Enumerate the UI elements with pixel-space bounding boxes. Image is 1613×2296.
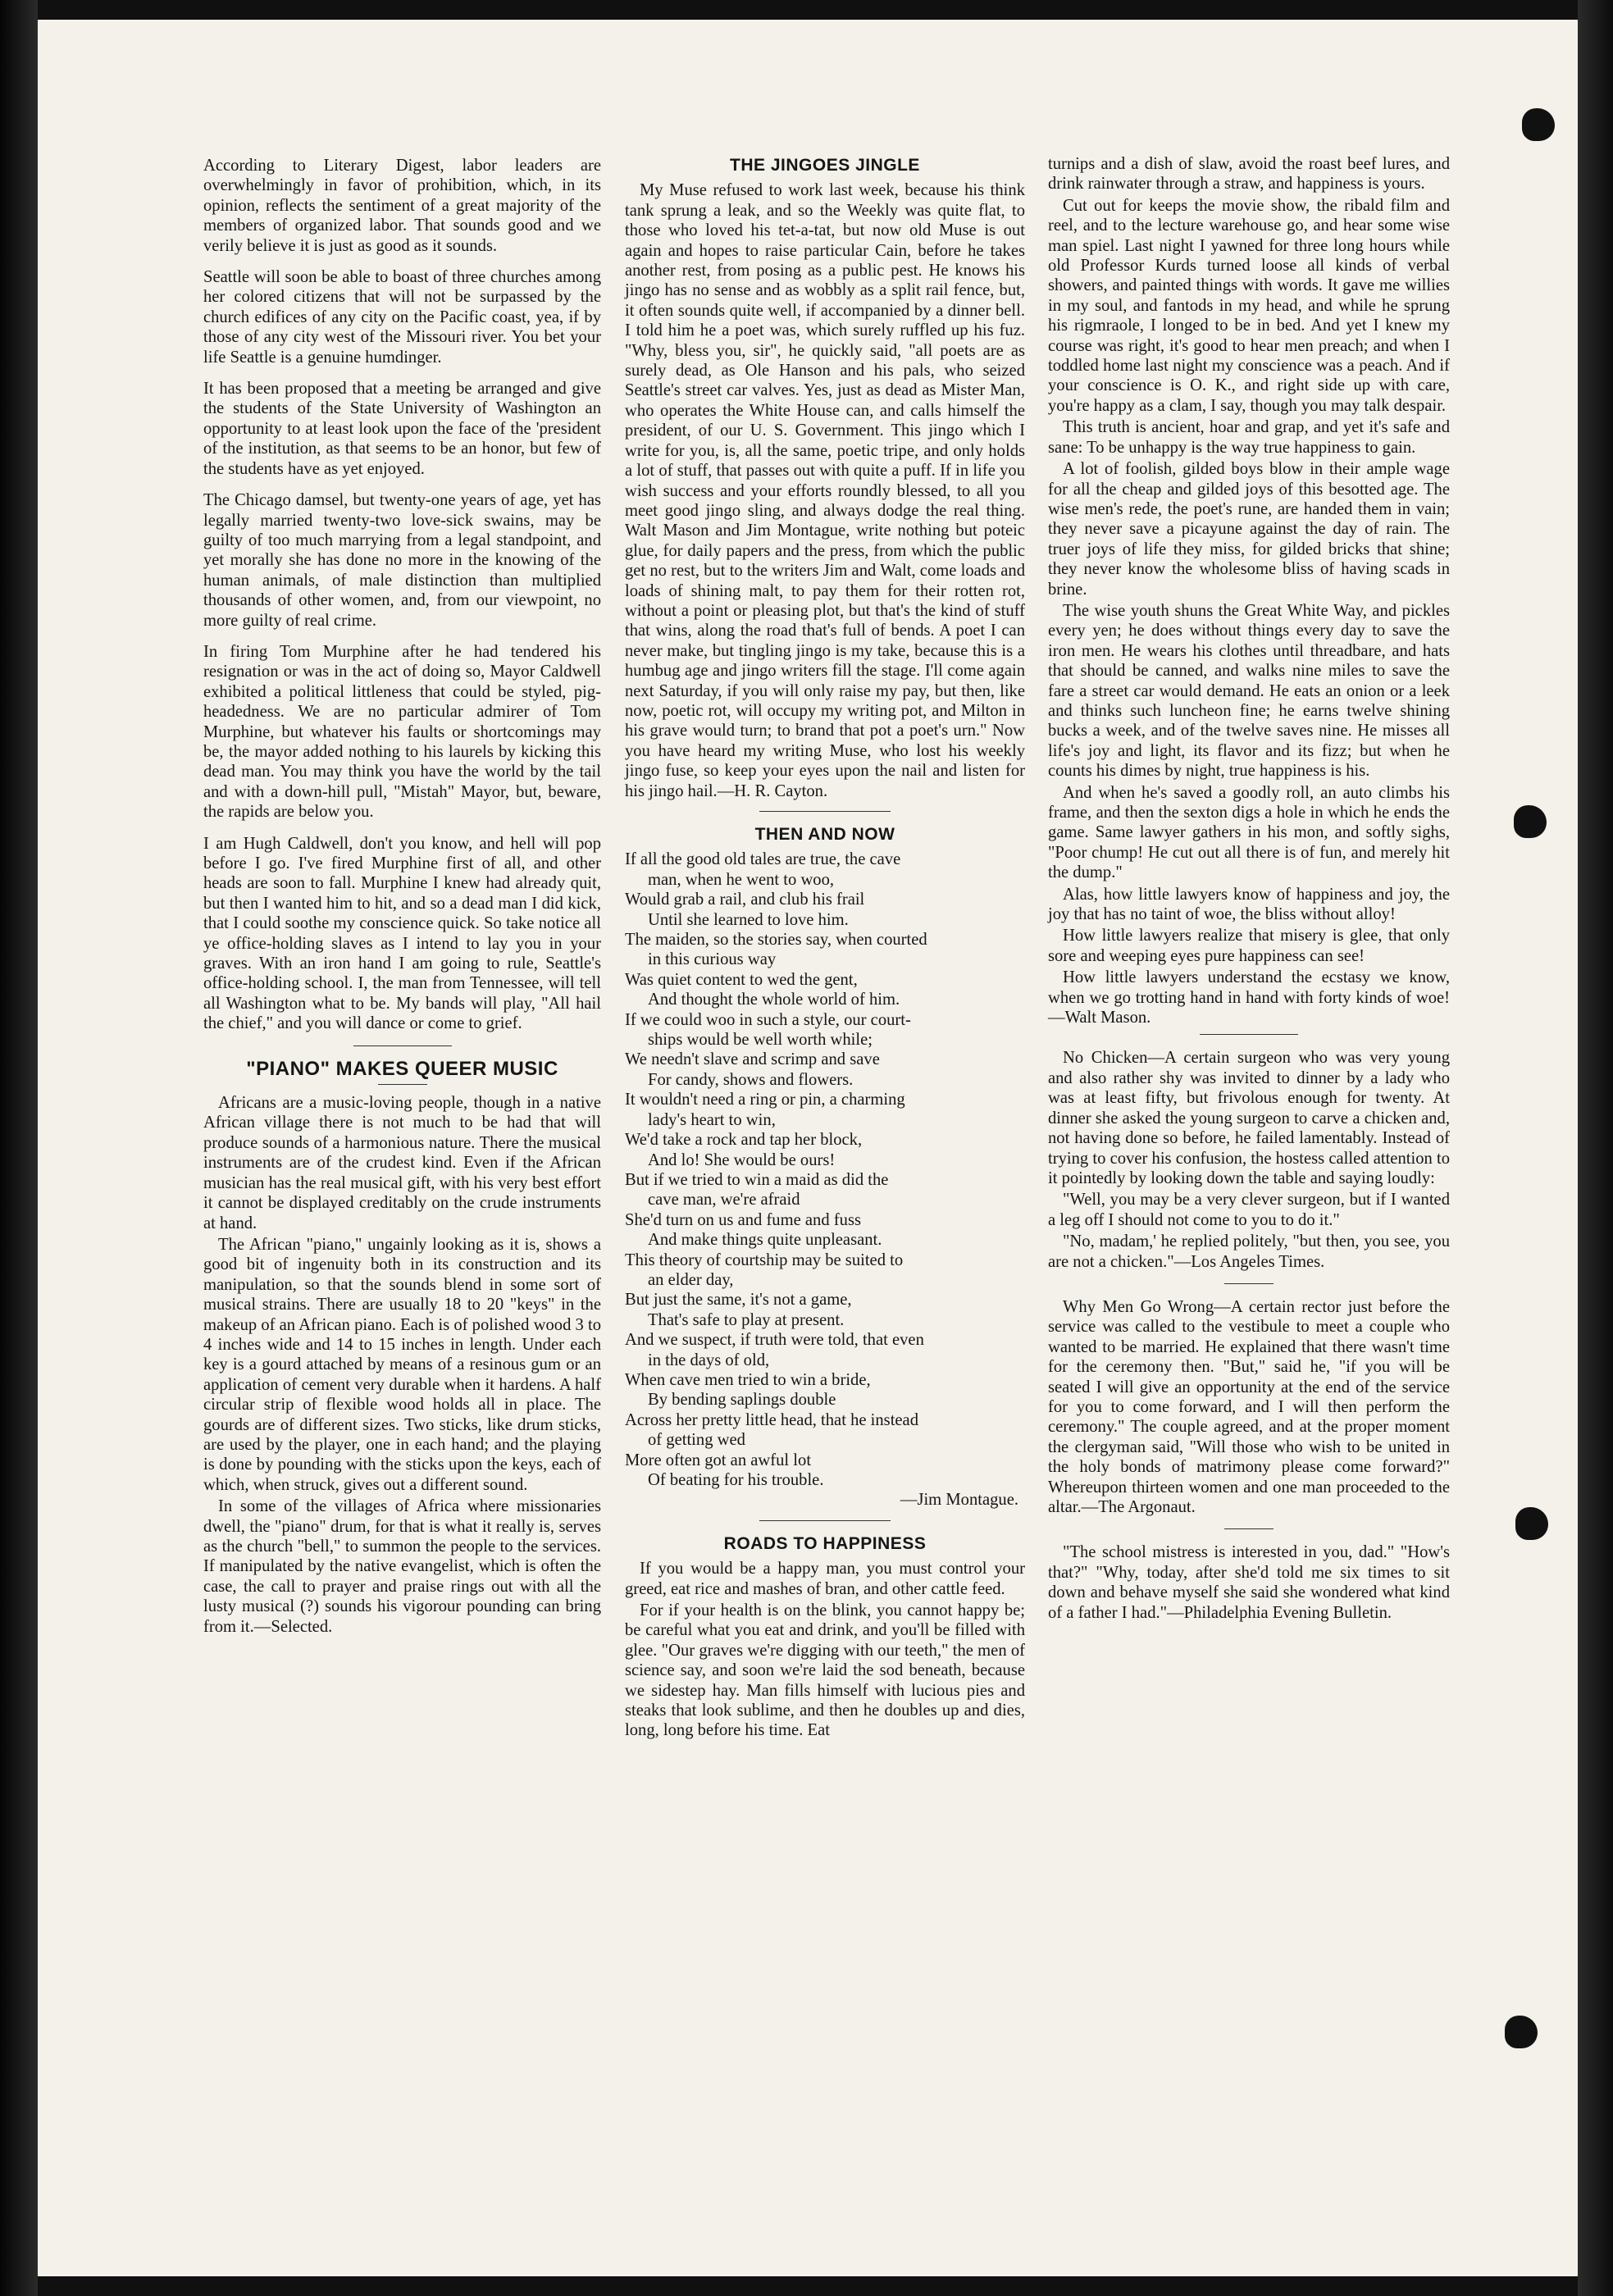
divider — [759, 1520, 891, 1521]
poem-line: Would grab a rail, and club his frail — [625, 891, 865, 909]
headline-then-and-now: THEN AND NOW — [754, 825, 895, 844]
poem-line: That's safe to play at present. — [648, 1310, 845, 1329]
poem-line: Across her pretty little head, that he instead — [625, 1410, 918, 1429]
poem-line: By bending saplings double — [648, 1391, 836, 1410]
paragraph-seattle-churches: Seattle will soon be able to boast of three churches among her colored citizens that will not be surpassed by the church edifices of any city on the Pacific coast, yea, if by those of any city west of the Missouri river. You bet your life Seattle is a genuine humdinger. — [203, 268, 601, 367]
paragraph-roads-continued: How little lawyers realize that misery is glee, that only sore and weeping eyes pure happiness can see! — [1048, 927, 1450, 965]
poem-line: cave man, we're afraid — [648, 1191, 800, 1210]
poem-line: If all the good old tales are true, the cave — [625, 850, 901, 869]
scan-left-edge — [0, 0, 38, 2296]
binding-hole — [1505, 2016, 1538, 2048]
paragraph-tom-murphine: In firing Tom Murphine after he had tendered his resignation or was in the act of doing so, Mayor Caldwell exhibited a political littleness that could be styled, pig-headedness. We are no particular admirer of Tom Murphine, but whatever his faults or shortcomings may be, the mayor added nothing to his laurels by kicking this dead man. You may think you have the world by the tail and with a down-hill pull, "Mistah" Mayor, but, beware, the rapids are below you. — [203, 642, 601, 822]
paragraph-roads: For if your health is on the blink, you cannot happy be; be careful what you eat and drink, and you'll be filled with glee. "Our graves we're digging with our teeth," the men of science say, and soon we're laid the sod beneath, because we sidestep hay. Man fills himself with lucious pies and steaks that look sublime, and then he doubles up and dies, long, long before his time. Eat — [625, 1601, 1025, 1740]
poem-line: And we suspect, if truth were told, that even — [625, 1331, 924, 1350]
binding-hole — [1515, 1507, 1548, 1540]
paragraph-no-chicken: "Well, you may be a very clever surgeon, but if I wanted a leg off I should not come to you to do it." — [1048, 1191, 1450, 1229]
scan-right-edge — [1578, 0, 1613, 2296]
paragraph-no-chicken: No Chicken—A certain surgeon who was very young and also rather shy was invited to dinner by a lady who was at least fifty, but frivolous enough for twenty. At dinner she asked the young surgeon to carve a chicken and, not having done so before, he failed lamentably. Instead of trying to cover his confusion, the hostess called attention to it pointedly by looking down the table and saying loudly: — [1048, 1049, 1450, 1187]
poem-line: When cave men tried to win a bride, — [625, 1370, 871, 1389]
paragraph-school-mistress: "The school mistress is interested in you, dad." "How's that?" "Why, today, after she'd told me six times to sit down and behave myself she said she wondered what kind of a father I had."—Philadelphia Evening Bulletin. — [1048, 1543, 1450, 1622]
poem-line: We needn't slave and scrimp and save — [625, 1050, 880, 1069]
column-left — [203, 156, 601, 1638]
poem-line: The maiden, so the stories say, when courted — [625, 931, 927, 950]
poem-line: But if we tried to win a maid as did the — [625, 1170, 889, 1189]
divider — [1200, 1034, 1298, 1035]
poem-line: man, when he went to woo, — [648, 870, 835, 889]
paragraph-piano: In some of the villages of Africa where missionaries dwell, the "piano" drum, for that is what it really is, serves as the church "bell," to summon the people to the services. If manipulated by the native evangelist, which is often the case, the call to prayer and praise rings out with all the lusty musical (?) sounds his vigorour pounding can bring from it.—Selected. — [203, 1497, 601, 1636]
paragraph-piano: The African "piano," ungainly looking as it is, shows a good bit of ingenuity both in its construction and its manipulation, so that the sounds blend in some sort of musical strains. There are usually 18 to 20 "keys" in the makeup of an African piano. Each is of polished wood 3 to 4 inches wide and 14 to 15 inches in length. Under each key is a gourd attached by means of a resinous gum or an application of cement very durable when it hardens. A half circular strip of flexible wood holds all in place. The gourds are of different sizes. Two sticks, like drum sticks, are used by the player, one in each hand; and the playing is done by pounding with the sticks upon the keys, each of which, when struck, gives out a different sound. — [203, 1235, 601, 1494]
paragraph-no-chicken: "No, madam,' he replied politely, "but then, you see, you are not a chicken."—Los Angeles Times. — [1048, 1232, 1450, 1271]
poem-line: an elder day, — [648, 1270, 734, 1289]
poem-line: If we could woo in such a style, our court- — [625, 1010, 911, 1029]
column-middle — [625, 156, 1025, 1742]
poem-line: in this curious way — [648, 950, 777, 969]
headline-roads: ROADS TO HAPPINESS — [723, 1533, 927, 1553]
paragraph-literary-digest: According to Literary Digest, labor leaders are overwhelmingly in favor of prohibition, which, in its opinion, reflects the sentiment of a great majority of the members of organized labor. That sounds good and we verily believe it is just as good as it sounds. — [203, 157, 601, 255]
divider — [1224, 1283, 1274, 1284]
paragraph-roads-continued: Alas, how little lawyers know of happiness and joy, the joy that has no taint of woe, the bliss without alloy! — [1048, 885, 1450, 924]
paragraph-roads-continued: A lot of foolish, gilded boys blow in their ample wage for all the cheap and gilded joys of this besotted age. The wise men's rede, the poet's rune, are handed them in vain; they never save a picayune against the day of rain. The truer joys of life they miss, for gilded bricks that shine; they never know the wholesome bliss of having scads in brine. — [1048, 460, 1450, 599]
paragraph-roads-continued: turnips and a dish of slaw, avoid the roast beef lures, and drink rainwater through a straw, and happiness is yours. — [1048, 155, 1450, 194]
paragraph-roads-continued: Cut out for keeps the movie show, the ribald film and reel, and to the lecture warehouse go, and hear some wise man spiel. Last night I yawned for three long hours while old Professor Kurds turned loose all kinds of verbal showers, and painted things with words. It gave me willies in my soul, and fantods in my head, and while he sprung his rigmraole, I longed to be in bed. And yet I knew my course was right, it's good to hear men preach; and when I toddled home last night my conscience was a peach. And if your conscience is O. K., and right side up with care, you're happy as a clam, I say, though you may talk despair. — [1048, 196, 1450, 415]
divider — [759, 811, 891, 812]
poem-line: ships would be well worth while; — [648, 1031, 873, 1050]
poem-line: Was quiet content to wed the gent, — [625, 970, 858, 989]
paragraph-state-university: It has been proposed that a meeting be arranged and give the students of the State University of Washington an opportunity to at least look upon the face of the 'president of the institution, as that seems to be an honor, but few of the students have as yet enjoyed. — [203, 380, 601, 478]
paragraph-roads: If you would be a happy man, you must control your greed, eat rice and mashes of bran, and other cattle feed. — [625, 1560, 1025, 1598]
poem-line: But just the same, it's not a game, — [625, 1291, 852, 1310]
headline-jingoes: THE JINGOES JINGLE — [730, 156, 920, 175]
poem-line: And make things quite unpleasant. — [648, 1231, 882, 1250]
paragraph-roads-continued: And when he's saved a goodly roll, an auto climbs his frame, and then the sexton digs a hole in which he ends the game. Same lawyer gathers in his mon, and softly sighs, "Poor chump! He cut out all there is of fun, and merely hit the dump." — [1048, 783, 1450, 882]
binding-hole — [1522, 108, 1555, 141]
paragraph-jingoes: My Muse refused to work last week, because his think tank sprung a leak, and so the Weekly was quite flat, to those who loved his tet-a-tat, but now old Muse is out again and hopes to raise particular Cain, before he takes another rest, from posing as a public pest. He knows his jingo has no sense and as wobbly as a split rail fence, but, it often sounds quite well, if accompanied by a dinner bell. I told him he a poet was, which surely ruffled up his fuz. "Why, bless you, sir", he quickly said, "all poets are as surely dead, as Ole Hanson and his pals, who seized Seattle's street car valves. Yes, just as dead as Mister Man, who operates the White House can, and calls himself the president, of our U. S. Government. This jingo which I write for you, is, all the same, poetic tripe, and only holds a lot of stuff, that passes out with quite a puff. If in life you wish success and your efforts roundly blessed, to all you meet good jingo sling, and always dodge the real thing. Walt Mason and Jim Montague, write nothing but poteic glue, for daily papers and the press, from which the public get no rest, but to the writers Jim and Walt, come loads and loads of shining malt, to pay them for their rotten rot, without a point or pleasing plot, but that's the kind of stuff that wins, along the road that's full of bends. A poet I can never make, but tingling jingo is my take, because this is a humbug age and jingo writers fill the stage. I'll come again next Saturday, if you will only raise my pay, but then, like now, poetic rot, will occupy my writing pot, and Milton in his grave would turn; to brand that pot a poet's urn." Now you have heard my writing Muse, who lost his weekly jingo fuse, so keep your eyes upon the nail and listen for his jingo hail.—H. R. Cayton. — [625, 181, 1025, 800]
column-right — [1048, 154, 1450, 1624]
poem-line: For candy, shows and flowers. — [648, 1070, 854, 1089]
poem-signature: —Jim Montague. — [900, 1491, 1018, 1510]
divider — [378, 1084, 427, 1085]
paragraph-hugh-caldwell: I am Hugh Caldwell, don't you know, and hell will pop before I go. I've fired Murphine first of all, and other heads are soon to fall. Murphine I knew had already quit, but then I wanted him to hit, and so a dead man I did kick, that I could soothe my conscience quick. So take notice all ye office-holding slaves as I intend to lay you in your graves. With an iron hand I am going to rule, Seattle's office-holding school. I, the man from Tennessee, will tell all Washington what to be. My bands will play, "All hail the chief," and you will dance or come to grief. — [203, 834, 601, 1033]
paragraph-roads-continued: The wise youth shuns the Great White Way, and pickles every yen; he does without things every day to save the iron men. He wears his clothes until threadbare, and hats that should be canned, and walks nine miles to save the fare a street car would demand. He eats an onion or a leek and thinks such luncheon fine; he earns twelve shining bucks a week, and of the twelve saves nine. He misses all life's joy and light, its flavor and its fizz; but when he counts his dimes by night, true happiness is his. — [1048, 601, 1450, 781]
binding-hole — [1514, 805, 1547, 838]
poem-line: in the days of old, — [648, 1351, 770, 1369]
poem-line: More often got an awful lot — [625, 1451, 812, 1469]
poem-line: And lo! She would be ours! — [648, 1150, 836, 1169]
poem-line: Of beating for his trouble. — [648, 1471, 824, 1489]
paragraph-roads-continued: How little lawyers understand the ecstasy we know, when we go trotting hand in hand with forty kinds of woe!—Walt Mason. — [1048, 968, 1450, 1027]
paragraph-piano: Africans are a music-loving people, though in a native African village there is not much to be had that will produce sounds of a harmonious nature. There the musical instruments are of the crudest kind. Even if the African musician has the real musical gift, with his very best effort it cannot be displayed creditably on the crude instruments at hand. — [203, 1094, 601, 1232]
poem-line: It wouldn't need a ring or pin, a charming — [625, 1091, 905, 1109]
poem-line: And thought the whole world of him. — [648, 991, 900, 1009]
poem-line: of getting wed — [648, 1431, 745, 1450]
poem-line: lady's heart to win, — [648, 1110, 776, 1129]
poem-line: Until she learned to love him. — [648, 910, 849, 929]
paragraph-chicago-damsel: The Chicago damsel, but twenty-one years of age, yet has legally married twenty-two love-sick swains, may be guilty of too much marrying from a legal standpoint, and yet morally she has done no more in the knowing of the human animals, of male distinction than multiplied thousands of other women, and, from our viewpoint, no more guilty of real crime. — [203, 491, 601, 630]
divider — [1224, 1528, 1274, 1529]
paragraph-why-men-go-wrong: Why Men Go Wrong—A certain rector just before the service was called to the vestibule to meet a couple who wanted to be married. He explained that there wasn't time for the ceremony then. "But," said he, "if you will be seated I will give an opportunity at the end of the service for you to come forward, and I will then perform the ceremony." The couple agreed, and at the proper moment the clergyman said, "Will those who wish to be united in the holy bonds of matrimony please come forward?" Whereupon thirteen women and one man proceeded to the altar.—The Argonaut. — [1048, 1297, 1450, 1516]
paragraph-roads-continued: This truth is ancient, hoar and grap, and yet it's safe and sane: To be unhappy is the way true happiness to gain. — [1048, 418, 1450, 457]
poem-line: We'd take a rock and tap her block, — [625, 1131, 863, 1150]
poem-then-and-now — [625, 850, 1025, 1510]
poem-line: This theory of courtship may be suited to — [625, 1250, 904, 1269]
headline-piano: "PIANO" MAKES QUEER MUSIC — [246, 1057, 558, 1080]
poem-line: She'd turn on us and fume and fuss — [625, 1210, 861, 1229]
